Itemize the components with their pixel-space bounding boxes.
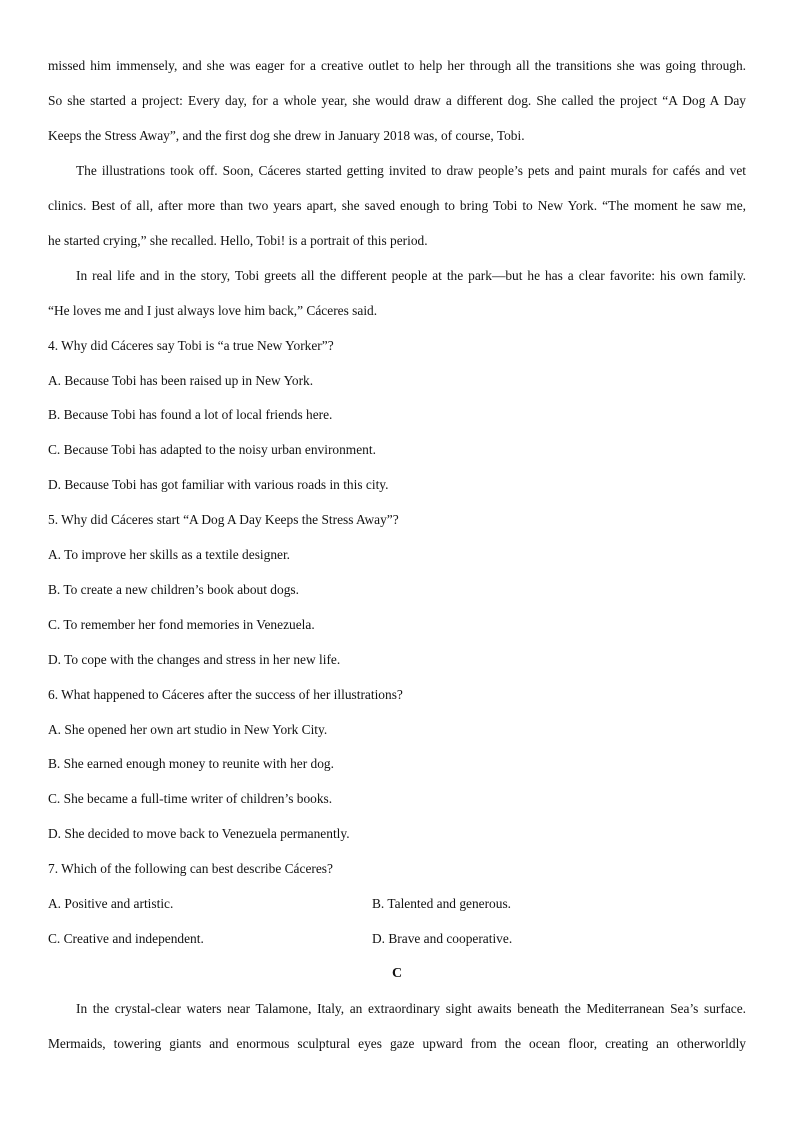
question-option: A. To improve her skills as a textile designer. <box>48 547 291 562</box>
question-option: B. Talented and generous. <box>372 896 512 911</box>
question-option: D. Brave and cooperative. <box>372 931 513 946</box>
question-option: A. She opened her own art studio in New York City. <box>48 722 328 737</box>
question-option: A. Positive and artistic. <box>48 896 174 911</box>
question-option: C. She became a full-time writer of children’s books. <box>48 791 333 806</box>
paragraph-line: Mermaids, towering giants and enormous sculptural eyes gaze upward from the ocean floor, creating an otherworldly <box>48 1036 746 1051</box>
question-stem: 4. Why did Cáceres say Tobi is “a true New Yorker”? <box>48 338 334 353</box>
paragraph-line: In the crystal-clear waters near Talamone, Italy, an extraordinary sight awaits beneath the Mediterranean Sea’s surface. <box>76 1001 746 1016</box>
paragraph-line: The illustrations took off. Soon, Cáceres started getting invited to draw people’s pets and paint murals for cafés and vet <box>76 163 746 178</box>
question-option: C. Because Tobi has adapted to the noisy urban environment. <box>48 442 376 457</box>
paragraph-line: he started crying,” she recalled. Hello, Tobi! is a portrait of this period. <box>48 233 428 248</box>
paragraph-line: In real life and in the story, Tobi greets all the different people at the park—but he has a clear favorite: his own family. <box>76 268 746 283</box>
question-option: D. To cope with the changes and stress in her new life. <box>48 652 341 667</box>
question-option: C. Creative and independent. <box>48 931 204 946</box>
question-option: D. Because Tobi has got familiar with various roads in this city. <box>48 477 389 492</box>
paragraph-line: “He loves me and I just always love him back,” Cáceres said. <box>48 303 378 318</box>
question-stem: 5. Why did Cáceres start “A Dog A Day Keeps the Stress Away”? <box>48 512 399 527</box>
paragraph-line: So she started a project: Every day, for a whole year, she would draw a different dog. She called the project “A Dog A Day <box>48 93 746 108</box>
question-option: A. Because Tobi has been raised up in New York. <box>48 373 314 388</box>
question-option: D. She decided to move back to Venezuela permanently. <box>48 826 350 841</box>
question-option: B. Because Tobi has found a lot of local friends here. <box>48 407 333 422</box>
question-stem: 6. What happened to Cáceres after the success of her illustrations? <box>48 687 403 702</box>
question-stem: 7. Which of the following can best describe Cáceres? <box>48 861 333 876</box>
question-option: B. She earned enough money to reunite with her dog. <box>48 756 334 771</box>
question-option: B. To create a new children’s book about dogs. <box>48 582 299 597</box>
paragraph-line: clinics. Best of all, after more than two years apart, she saved enough to bring Tobi to New York. “The moment he saw me, <box>48 198 746 213</box>
question-option: C. To remember her fond memories in Venezuela. <box>48 617 315 632</box>
paragraph-line: missed him immensely, and she was eager for a creative outlet to help her through all the transitions she was going through. <box>48 58 746 73</box>
paragraph-line: Keeps the Stress Away”, and the first dog she drew in January 2018 was, of course, Tobi. <box>48 128 525 143</box>
section-heading: C <box>391 966 403 981</box>
